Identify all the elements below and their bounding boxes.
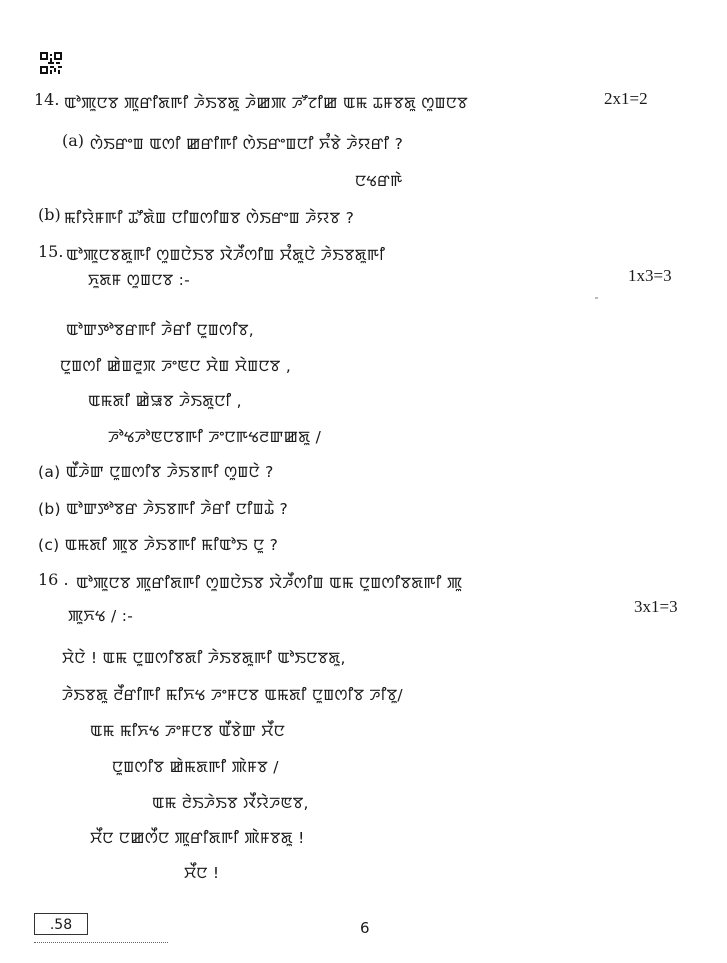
q16-poem-line-5: ꯑꯃ ꯂꯥꯏꯍꯥꯏꯕ ꯋꯩꯌꯥꯍꯟꯕ, <box>152 794 309 812</box>
paper-code-box: .58 <box>34 913 88 935</box>
q15-poem-line-4: ꯍꯣꯠꯍꯣꯟꯅꯕꯒꯤ ꯍꯦꯅꯒꯠꯂꯛꯀꯗꯨ / <box>108 428 322 446</box>
q16-marks: 3x1=3 <box>634 597 678 616</box>
q15c: (c) ꯑꯃꯗꯤ ꯄꯨꯕ ꯍꯥꯏꯕꯒꯤ ꯃꯤꯑꯣꯏ ꯅꯨ ? <box>38 536 279 554</box>
q15-text-line2: ꯈꯨꯗꯝ ꯁꯨꯡꯅꯕ :- <box>88 271 191 289</box>
q14a-text: ꯁꯥꯏꯔꯦꯡ ꯑꯁꯤ ꯀꯔꯤꯒꯤ ꯁꯥꯏꯔꯦꯡꯅꯤ ꯈꯪꯕꯥ ꯍꯥꯌꯔꯤ ? <box>90 135 404 153</box>
q16-poem-line-1: ꯆꯥꯅꯥ ! ꯑꯃ ꯅꯨꯡꯁꯤꯕꯗꯤ ꯍꯥꯏꯕꯗꯨꯒꯤ ꯑꯣꯏꯅꯕꯗꯨ, <box>62 649 346 667</box>
q15-poem-line-1: ꯑꯣꯛꯇꯣꯕꯔꯒꯤ ꯍꯥꯔꯤ ꯅꯨꯡꯁꯤꯕ, <box>66 321 254 339</box>
q16-poem-line-2: ꯍꯥꯏꯕꯗꯨ ꯂꯩꯔꯤꯒꯤ ꯃꯤꯈꯠ ꯍꯦꯝꯅꯕ ꯑꯃꯗꯤ ꯅꯨꯡꯁꯤꯕ ꯍꯤꯕꯨ/ <box>62 686 403 704</box>
q14-marks: 2x1=2 <box>604 89 648 108</box>
q15-poem-line-3: ꯑꯃꯗꯤ ꯀꯥꯎꯕ ꯍꯥꯏꯗꯨꯅꯤ , <box>88 392 242 410</box>
q16-poem-line-6: ꯆꯩꯅ ꯅꯀꯁꯩꯅ ꯄꯨꯔꯤꯗꯒꯤ ꯄꯥꯝꯕꯗꯨ ! <box>90 829 305 847</box>
q15-number: 15. <box>38 242 64 261</box>
qr-code-icon <box>40 52 62 74</box>
page-number: 6 <box>360 919 370 937</box>
q16-text-line1: ꯑꯣꯄꯨꯅꯕ ꯄꯨꯔꯤꯗꯒꯤ ꯁꯨꯡꯅꯥꯏꯕ ꯋꯥꯍꯩꯁꯤꯡ ꯑꯃ ꯅꯨꯡꯁꯤꯕꯗꯒꯤ ꯄꯨ <box>76 574 463 592</box>
q14b-text: ꯃꯤꯌꯥꯝꯒꯤ ꯊꯧꯗꯥꯡ ꯅꯤꯡꯁꯤꯡꯕ ꯁꯥꯏꯔꯦꯡ ꯍꯥꯌꯕ ? <box>64 209 355 227</box>
q15-poem-line-2: ꯅꯨꯡꯁꯤ ꯀꯥꯡꯂꯨꯞ ꯍꯦꯟꯅ ꯆꯥꯡ ꯆꯥꯡꯅꯕ , <box>60 357 292 375</box>
q14-number: 14. <box>34 90 60 109</box>
q14a-label: (a) <box>62 131 85 150</box>
q15b: (b) ꯑꯣꯛꯇꯣꯕꯔ ꯍꯥꯏꯕꯒꯤ ꯍꯥꯔꯤ ꯅꯤꯡꯊꯥ ? <box>38 500 289 518</box>
q16-poem-line-7: ꯆꯩꯅ ! <box>184 864 220 882</box>
q15-text-line1: ꯑꯣꯄꯨꯅꯕꯗꯨꯒꯤ ꯁꯨꯡꯅꯥꯏꯕ ꯋꯥꯍꯩꯁꯤꯡ ꯆꯪꯗꯨꯅꯥ ꯍꯥꯏꯕꯗꯨꯒꯤ <box>66 246 386 264</box>
q15-marks: 1x3=3 <box>628 266 672 285</box>
footer-rule <box>34 942 168 943</box>
scan-smudge <box>595 297 598 299</box>
q14-or: ꯅꯠꯔꯒꯥ <box>355 172 403 190</box>
q14b-label: (b) <box>38 205 61 224</box>
q15a: (a) ꯑꯩꯍꯥꯛ ꯅꯨꯡꯁꯤꯕ ꯍꯥꯏꯕꯒꯤ ꯁꯨꯡꯅꯥ ? <box>38 463 274 481</box>
q14-text: ꯑꯣꯄꯨꯅꯕ ꯄꯨꯔꯤꯗꯒꯤ ꯍꯥꯏꯕꯗꯨ ꯍꯥꯀꯄ ꯍꯧꯖꯤꯀ ꯑꯃ ꯊꯝꯕꯗꯨ ꯁꯨꯡꯅꯕ <box>64 94 468 112</box>
q16-poem-line-3: ꯑꯃ ꯃꯤꯈꯠ ꯍꯦꯝꯅꯕ ꯑꯩꯕꯥꯛ ꯆꯩꯅ <box>90 722 286 740</box>
q16-number: 16 . <box>38 570 69 589</box>
q16-poem-line-4: ꯅꯨꯡꯁꯤꯕ ꯀꯥꯃꯗꯒꯤ ꯄꯥꯝꯕ / <box>112 758 279 776</box>
q16-text-line2: ꯄꯨꯈꯠ / :- <box>68 607 134 625</box>
